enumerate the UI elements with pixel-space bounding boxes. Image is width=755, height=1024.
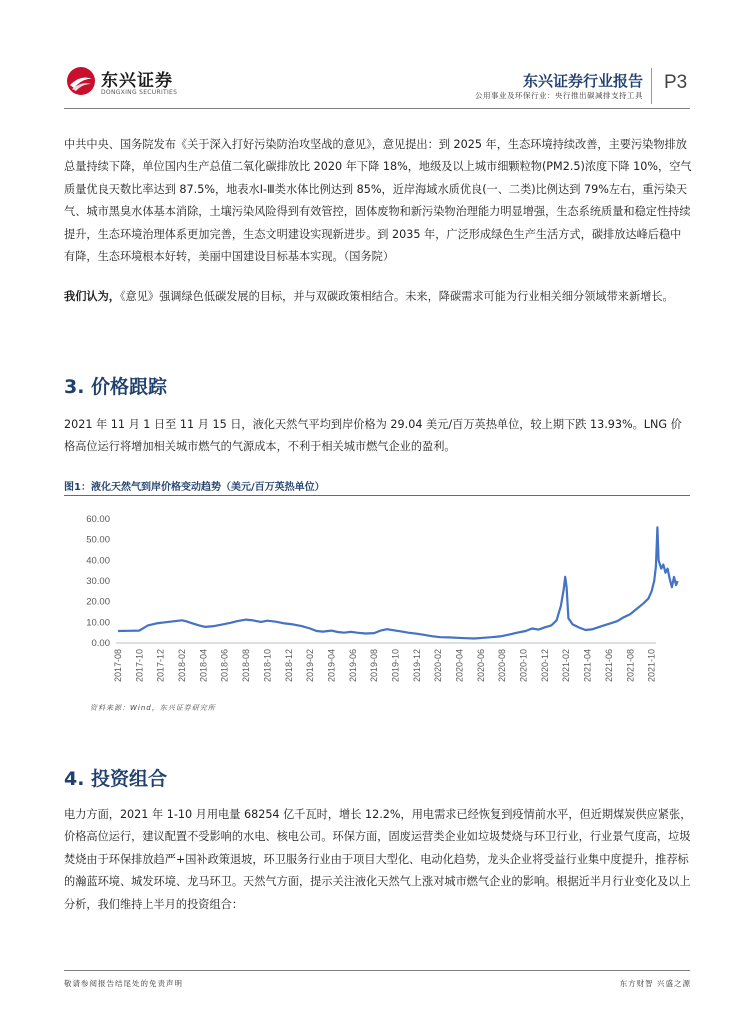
- x-tick-label: 2018-08: [241, 649, 252, 683]
- x-tick-label: 2020-12: [539, 649, 550, 683]
- x-tick-label: 2019-06: [347, 649, 358, 683]
- x-tick-label: 2017-08: [113, 649, 123, 683]
- section-3-title: 3. 价格跟踪: [64, 376, 168, 398]
- opinion-text: 《意见》强调绿色低碳发展的目标，并与双碳政策相结合。未来，降碳需求可能为行业相关细分领域带来新增长。: [119, 290, 674, 303]
- opinion-lead: 我们认为，: [64, 290, 120, 303]
- x-tick-label: 2018-04: [198, 649, 209, 683]
- y-tick-label: 20.00: [86, 596, 110, 608]
- y-tick-label: 10.00: [86, 617, 110, 629]
- y-tick-label: 50.00: [86, 534, 110, 546]
- x-tick-label: 2021-04: [582, 649, 593, 683]
- x-tick-label: 2017-10: [134, 649, 145, 683]
- x-tick-label: 2018-12: [283, 649, 294, 683]
- source-note: 资料来源：Wind，东兴证券研究所: [90, 704, 216, 712]
- x-tick-label: 2019-08: [369, 649, 380, 683]
- section-4-title: 4. 投资组合: [64, 768, 168, 790]
- x-tick-label: 2019-12: [411, 649, 422, 683]
- header-divider: [651, 68, 652, 104]
- paragraph-price: 2021 年 11 月 1 日至 11 月 15 日，液化天然气平均到岸价格为 29.04 美元/百万英热单位，较上期下跌 13.93%。LNG 价格高位运行将增加相关城市燃气的气源成本，不利于相关城市燃气企业的盈利。: [64, 418, 682, 454]
- footer-disclaimer: 敬请参阅报告结尾处的免责声明: [64, 979, 183, 988]
- x-tick-label: 2018-02: [177, 649, 188, 683]
- x-tick-label: 2019-02: [305, 649, 316, 683]
- page-number: P3: [664, 72, 688, 93]
- x-tick-label: 2021-10: [646, 649, 657, 683]
- paragraph-policy: 中共中央、国务院发布《关于深入打好污染防治攻坚战的意见》，意见提出：到 2025 年，生态环境持续改善，主要污染物排放总量持续下降，单位国内生产总值二氧化碳排放比 2020 年下降 18%，地级及以上城市细颗粒物(PM2.5)浓度下降 10%，空气质量优良天数比率达到 87.5%，地表水Ⅰ-Ⅲ类水体比例达到 85%，近岸海域水质优良(一、二类)比例达到 79%左右，重污染天气、城市黑臭水体基本消除，土壤污染风险得到有效管控，固体废物和新污染物治理能力明显增强，生态系统质量和稳定性持续提升，生态环境治理体系更加完善，生态文明建设实现新进步。到 2035 年，广泛形成绿色生产生活方式，碳排放达峰后稳中有降，生态环境根本好转，美丽中国建设目标基本实现。（国务院）: [64, 138, 692, 264]
- logo-text: 东兴证券: [101, 71, 173, 91]
- x-tick-label: 2021-06: [603, 649, 614, 683]
- footer-rule: [64, 970, 690, 971]
- y-tick-label: 60.00: [86, 514, 110, 525]
- x-tick-label: 2021-08: [625, 649, 636, 683]
- paragraph-portfolio: 电力方面，2021 年 1-10 月用电量 68254 亿千瓦时，增长 12.2%，用电需求已经恢复到疫情前水平，但近期煤炭供应紧张，价格高位运行，建议配置不受影响的水电、核电公司。环保方面，固废运营类企业如垃圾焚烧与环卫行业，行业景气度高，垃圾焚烧由于环保排放趋严+国补政策退坡，环卫服务行业由于项目大型化、电动化趋势，龙头企业将受益行业集中度提升，推荐标的瀚蓝环境、城发环境、龙马环卫。天然气方面，提示关注液化天然气上涨对城市燃气企业的影响。根据近半月行业变化及以上分析，我们维持上半月的投资组合：: [64, 808, 692, 911]
- x-tick-label: 2020-06: [475, 649, 486, 683]
- report-subtitle: 公用事业及环保行业：央行推出碳减排支持工具: [475, 91, 643, 100]
- figure-title: 图1：液化天然气到岸价格变动趋势（美元/百万英热单位）: [64, 482, 325, 493]
- series-line: [118, 527, 678, 638]
- footer-slogan: 东方财智 兴盛之源: [619, 979, 691, 988]
- header-rule: [64, 108, 690, 109]
- x-tick-label: 2019-10: [390, 649, 401, 683]
- y-tick-label: 0.00: [91, 638, 110, 649]
- x-tick-label: 2020-04: [454, 649, 465, 683]
- x-tick-label: 2021-02: [561, 649, 572, 683]
- logo-icon: [66, 66, 96, 96]
- x-tick-label: 2018-06: [219, 649, 230, 683]
- x-tick-label: 2020-08: [497, 649, 508, 683]
- paragraph-opinion: [64, 286, 692, 308]
- y-tick-label: 30.00: [86, 576, 110, 587]
- figure-rule: [64, 495, 690, 496]
- x-tick-label: 2017-12: [155, 649, 166, 683]
- report-title: 东兴证券行业报告: [522, 72, 643, 90]
- logo-subtext: DONGXING SECURITIES: [101, 89, 178, 96]
- x-tick-label: 2019-04: [326, 649, 337, 683]
- lng-price-chart: [64, 500, 690, 700]
- x-tick-label: 2020-02: [433, 649, 444, 683]
- y-tick-label: 40.00: [86, 555, 110, 567]
- x-tick-label: 2020-10: [518, 649, 529, 683]
- x-tick-label: 2018-10: [262, 649, 273, 683]
